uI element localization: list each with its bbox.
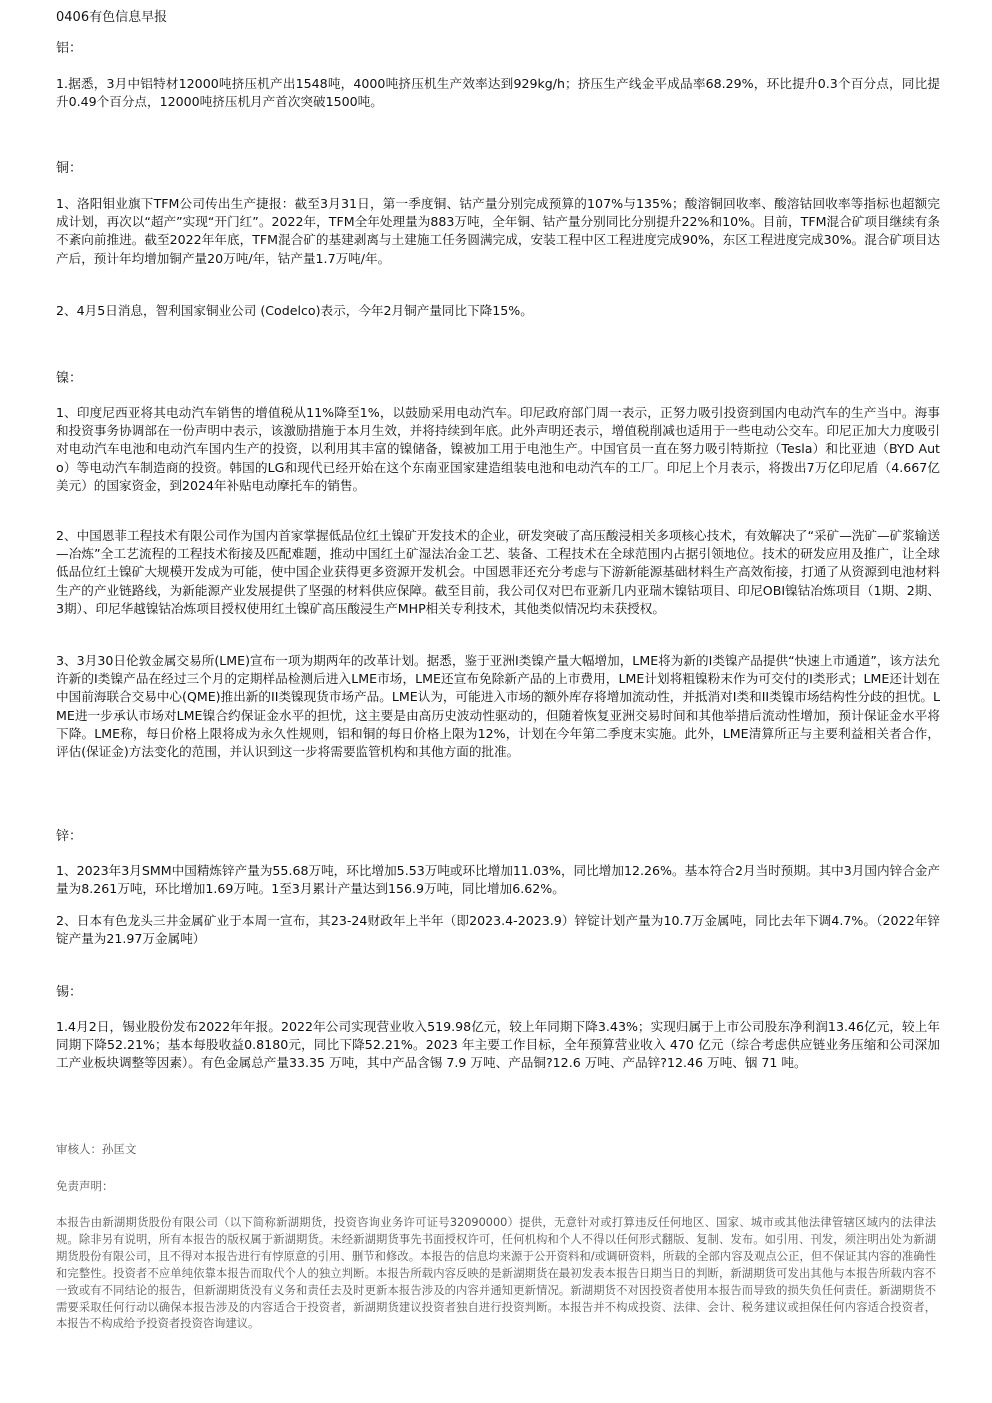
section-heading-tin: 锡： xyxy=(56,985,83,1000)
tin-paragraph-1: 1.4月2日，锡业股份发布2022年年报。2022年公司实现营业收入519.98亿元，较上年同期下降3.43%；实现归属于上市公司股东净利润13.46亿元，较上年同期下降52.21%；基本每股收益0.8180元，同比下降52.21%。2023 年主要工作目标，全年预算营业收入 470 亿元（综合考虑供应链业务压缩和公司深加工产业板块调整等因素）。有色金属总产量33.35 万吨，其中产品含锡 7.9 万吨、产品铜?12.6 万吨、产品锌?12.46 万吨、铟 71 吨。 xyxy=(56,1019,940,1071)
section-heading-copper: 铜： xyxy=(56,161,83,176)
section-heading-nickel: 镍： xyxy=(56,371,83,386)
disclaimer-heading: 免责声明： xyxy=(56,1179,114,1193)
aluminum-paragraph-1: 1.据悉，3月中铝特材12000吨挤压机产出1548吨，4000吨挤压机生产效率达到929kg/h；挤压生产线金平成品率68.29%，环比提升0.3个百分点，同比提升0.49个百分点，12000吨挤压机月产首次突破1500吨。 xyxy=(56,76,940,110)
copper-paragraph-2: 2、4月5日消息，智利国家铜业公司 (Codelco)表示，今年2月铜产量同比下降15%。 xyxy=(56,303,533,318)
reviewer-line: 审核人：孙匡文 xyxy=(56,1142,137,1156)
disclaimer-text: 本报告由新湖期货股份有限公司（以下简称新湖期货，投资咨询业务许可证号32090000）提供，无意针对或打算违反任何地区、国家、城市或其他法律管辖区域内的法律法规。除非另有说明，所有本报告的版权属于新湖期货。未经新湖期货事先书面授权许可，任何机构和个人不得以任何形式翻版、复制、发布。如引用、刊发，须注明出处为新湖期货股份有限公司，且不得对本报告进行有悖原意的引用、删节和修改。本报告的信息均来源于公开资料和/或调研资料，所载的全部内容及观点公正，但不保证其内容的准确性和完整性。投资者不应单纯依靠本报告而取代个人的独立判断。本报告所载内容反映的是新湖期货在最初发表本报告日期当日的判断，新湖期货可发出其他与本报告所载内容不一致或有不同结论的报告，但新湖期货没有义务和责任去及时更新本报告涉及的内容并通知更新情况。新湖期货不对因投资者使用本报告而导致的损失负任何责任。新湖期货不需要采取任何行动以确保本报告涉及的内容适合于投资者，新湖期货建议投资者独自进行投资判断。本报告并不构成投资、法律、会计、税务建议或担保任何内容适合投资者，本报告不构成给予投资者投资咨询建议。 xyxy=(56,1216,936,1331)
document-title: 0406有色信息早报 xyxy=(56,10,168,25)
zinc-paragraph-2: 2、日本有色龙头三井金属矿业于本周一宣布，其23-24财政年上半年（即2023.4-2023.9）锌锭计划产量为10.7万金属吨，同比去年下调4.7%。（2022年锌锭产量为21.97万金属吨） xyxy=(56,913,940,947)
nickel-paragraph-1: 1、印度尼西亚将其电动汽车销售的增值税从11%降至1%，以鼓励采用电动汽车。印尼政府部门周一表示，正努力吸引投资到国内电动汽车的生产当中。海事和投资事务协调部在一份声明中表示，该激励措施于本月生效，并将持续到年底。此外声明还表示，增值税削减也适用于一些电动公交车。印尼正加大力度吸引对电动汽车电池和电动汽车国内生产的投资，以利用其丰富的镍储备，镍被加工用于电池生产。中国官员一直在努力吸引特斯拉（Tesla）和比亚迪（BYD Auto）等电动汽车制造商的投资。韩国的LG和现代已经开始在这个东南亚国家建造组装电池和电动汽车的工厂。印尼上个月表示，将拨出7万亿印尼盾（4.667亿美元）的国家资金，到2024年补贴电动摩托车的销售。 xyxy=(56,405,940,493)
nickel-paragraph-3: 3、3月30日伦敦金属交易所(LME)宣布一项为期两年的改革计划。据悉，鉴于亚洲I类镍产量大幅增加，LME将为新的I类镍产品提供“快速上市通道”，该方法允许新的I类镍产品在经过三个月的定期样品检测后进入LME市场，LME还宣布免除新产品的上市费用，LME计划将粗镍粉末作为可交付的I类形式；LME还计划在中国前海联合交易中心(QME)推出新的II类镍现货市场产品。LME认为，可能进入市场的额外库存将增加流动性，并抵消对I类和II类镍市场结构性分歧的担忧。LME进一步承认市场对LME镍合约保证金水平的担忧，这主要是由高历史波动性驱动的，但随着恢复亚洲交易时间和其他举措后流动性增加，预计保证金水平将下降。LME称，每日价格上限将成为永久性规则，铝和铜的每日价格上限为12%，计划在今年第二季度末实施。此外，LME清算所正与主要利益相关者合作，评估(保证金)方法变化的范围，并认识到这一步将需要监管机构和其他方面的批准。 xyxy=(56,653,940,760)
section-heading-aluminum: 铝： xyxy=(56,41,83,56)
zinc-paragraph-1: 1、2023年3月SMM中国精炼锌产量为55.68万吨，环比增加5.53万吨或环比增加11.03%，同比增加12.26%。基本符合2月当时预期。其中3月国内锌合金产量为8.261万吨，环比增加1.69万吨。1至3月累计产量达到156.9万吨，同比增加6.62%。 xyxy=(56,863,940,897)
nickel-paragraph-2: 2、中国恩菲工程技术有限公司作为国内首家掌握低品位红土镍矿开发技术的企业，研发突破了高压酸浸相关多项核心技术，有效解决了“采矿—洗矿—矿浆输送—冶炼”全工艺流程的工程技术衔接及匹配难题，推动中国红土矿湿法冶金工艺、装备、工程技术在全球范围内占据引领地位。技术的研发应用及推广，让全球低品位红土镍矿大规模开发成为可能，使中国企业获得更多资源开发机会。中国恩菲还充分考虑与下游新能源基础材料生产高效衔接，打通了从资源到电池材料生产的产业链路线，为新能源产业发展提供了坚强的材料供应保障。截至目前，我公司仅对巴布亚新几内亚瑞木镍钴项目、印尼OBI镍钴冶炼项目（1期、2期、3期）、印尼华越镍钴冶炼项目授权使用红土镍矿高压酸浸生产MHP相关专利技术，其他类似情况均未获授权。 xyxy=(56,528,940,616)
copper-paragraph-1: 1、洛阳钼业旗下TFM公司传出生产捷报：截至3月31日，第一季度铜、钴产量分别完成预算的107%与135%；酸溶铜回收率、酸溶钴回收率等指标也超额完成计划，再次以“超产”实现“开门红”。2022年，TFM全年处理量为883万吨，全年铜、钴产量分别同比分别提升22%和10%。目前，TFM混合矿项目继续有条不紊向前推进。截至2022年年底，TFM混合矿的基建剥离与土建施工任务圆满完成，安装工程中区工程进度完成90%，东区工程进度完成30%。混合矿项目达产后，预计年均增加铜产量20万吨/年，钴产量1.7万吨/年。 xyxy=(56,196,940,266)
section-heading-zinc: 锌： xyxy=(56,829,83,844)
